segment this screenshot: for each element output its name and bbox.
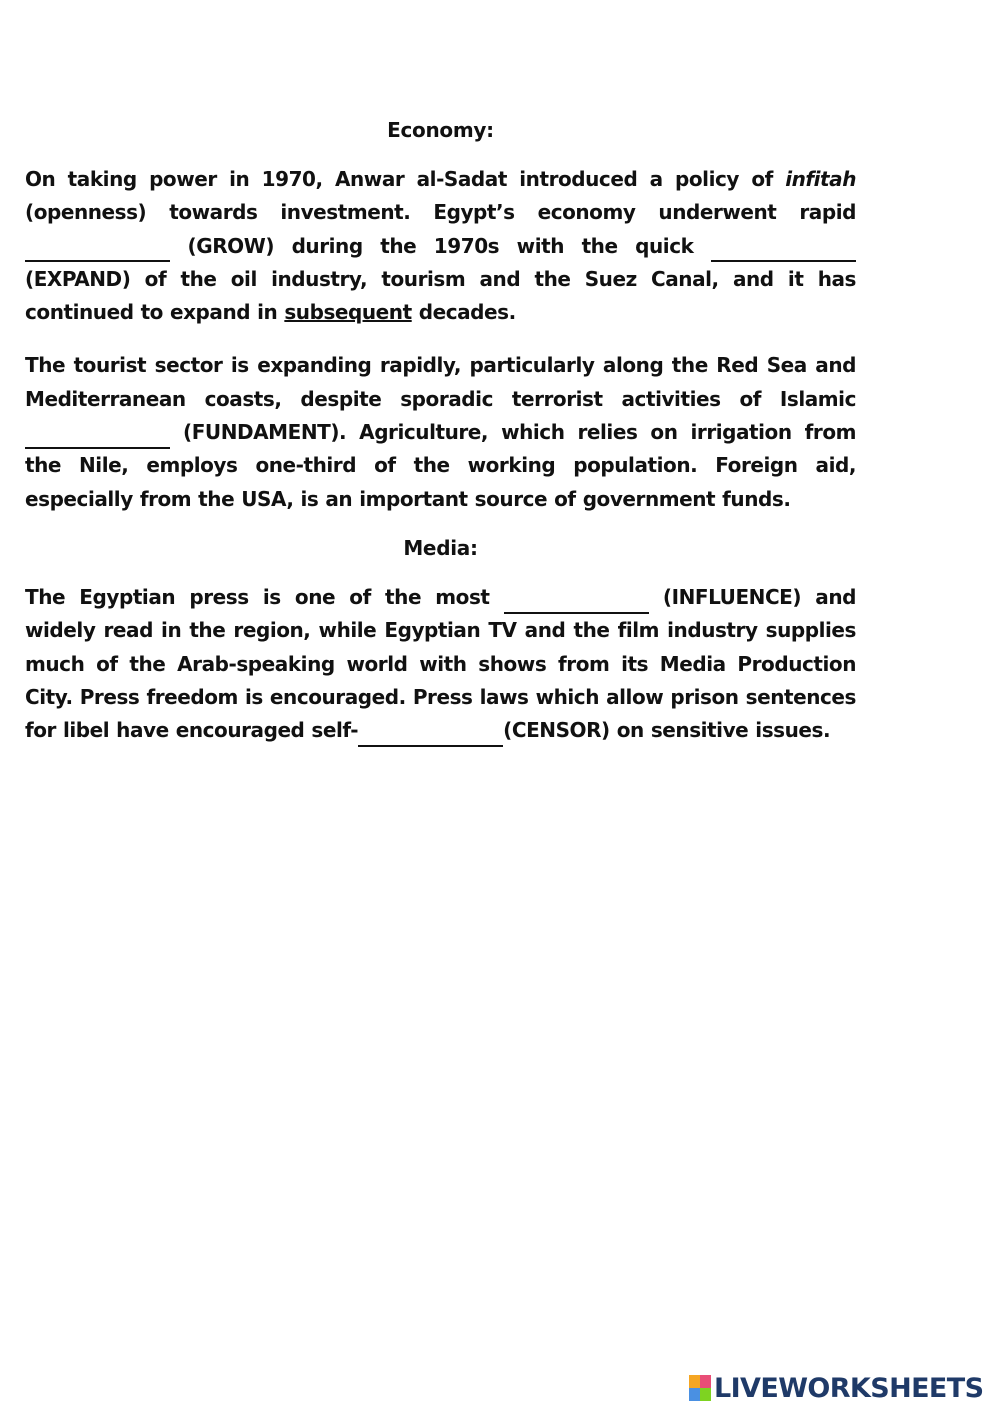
italic-term-infitah: infitah [785, 167, 856, 191]
answer-input-grow[interactable] [25, 238, 170, 262]
text-run: (CENSOR) on sensitive issues. [503, 718, 831, 743]
answer-input-censor[interactable] [358, 723, 503, 747]
section-heading-economy: Economy: [387, 118, 494, 142]
text-run: (INFLUENCE) and widely read in the region, while Egyptian TV and the film industry supplies much of the Arab-speaking world with shows from its Media Production City. Press freedom is encouraged. Press laws which allow prison sentences for libel have encouraged self- [25, 584, 856, 743]
paragraph-economy-1 [25, 163, 856, 329]
text-run: (FUNDAMENT). Agriculture, which relies on irrigation from the Nile, employs one-third of the working population. Foreign aid, especially from the USA, is an important source of government funds. [25, 420, 856, 511]
liveworksheets-logo-icon [689, 1375, 711, 1401]
text-run: The Egyptian press is one of the most [25, 584, 504, 609]
answer-input-fundament[interactable] [25, 425, 170, 449]
underlined-word-subsequent: subsequent [284, 300, 412, 325]
text-run: (openness) towards investment. Egypt’s economy underwent rapid [25, 200, 856, 225]
answer-input-influence[interactable] [504, 590, 649, 614]
text-run: decades. [411, 300, 516, 325]
answer-input-expand[interactable] [711, 238, 856, 262]
text-run: (GROW) during the 1970s with the quick [170, 233, 711, 258]
worksheet-page [25, 118, 856, 767]
paragraph-economy-2 [25, 349, 856, 515]
text-run: (EXPAND) of the oil industry, tourism and the Suez Canal, and it has continued to expand in [25, 266, 856, 325]
section-heading-media: Media: [403, 535, 478, 560]
paragraph-media-1 [25, 581, 856, 747]
liveworksheets-logo [689, 1373, 983, 1403]
text-run: The tourist sector is expanding rapidly, particularly along the Red Sea and Mediterranean coasts, despite sporadic terrorist activities of Islamic [25, 353, 856, 411]
text-run: On taking power in 1970, Anwar al-Sadat introduced a policy of [25, 167, 786, 191]
logo-text: LIVEWORKSHEETS [714, 1372, 984, 1404]
